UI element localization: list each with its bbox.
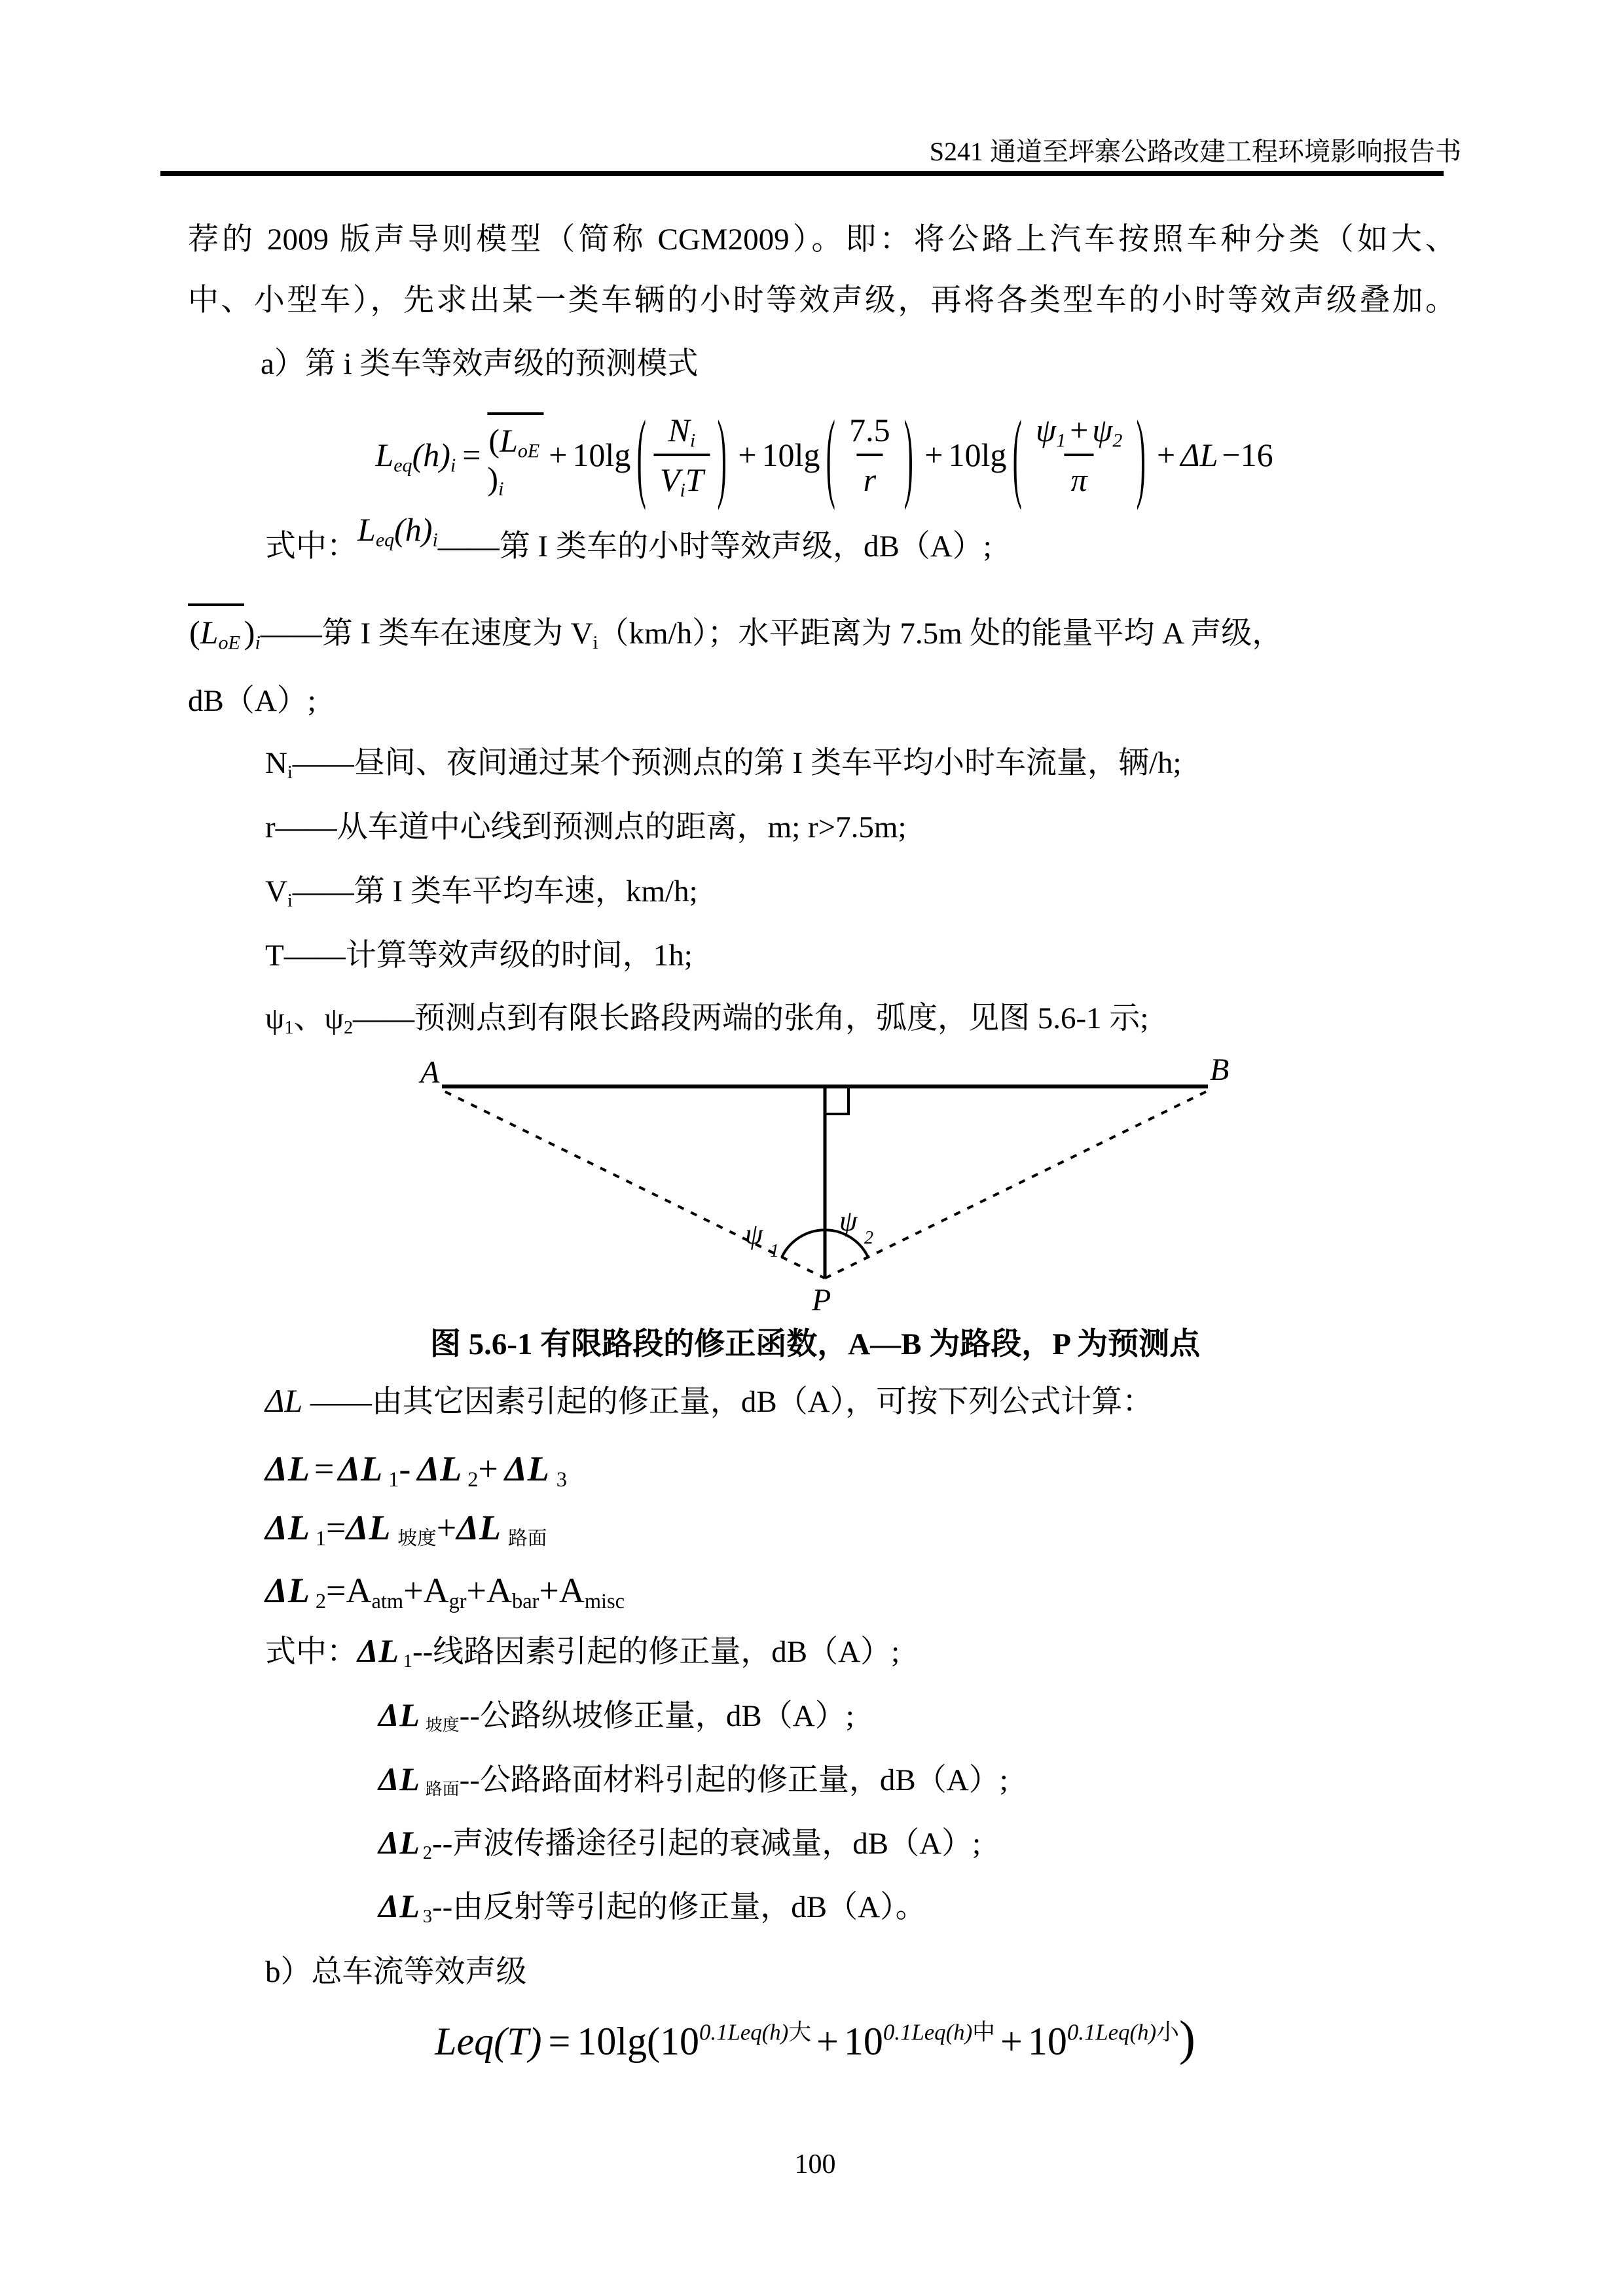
label-psi1-sub: 1 bbox=[770, 1241, 779, 1261]
where2-row-1: 式中：ΔL $_1$--线路因素引起的修正量，dB（A）; bbox=[265, 1632, 900, 1672]
where1-dash: —— bbox=[437, 529, 500, 564]
loe-definition-line bbox=[188, 603, 1283, 652]
label-a: A bbox=[420, 1055, 440, 1090]
def-vi-text: 第 I 类车平均车速，km/h; bbox=[354, 874, 698, 908]
equation-leq-i bbox=[375, 401, 1273, 509]
def-row-psi: $\psi_1$、$\psi_2——$预测点到有限长路段两端的张角，弧度，见图 5.6-1 示; bbox=[265, 1001, 1149, 1038]
def-row-vi: $V_i——$第 I 类车平均车速，km/h; bbox=[265, 874, 698, 911]
eq1-plus1: + bbox=[549, 437, 568, 473]
eq1-plus2: + bbox=[738, 437, 757, 473]
where1-prefix: 式中： bbox=[265, 529, 357, 564]
where1-formula: $L_{eq}(h)_i$ bbox=[357, 511, 438, 551]
eq5-10lg: 10lg( bbox=[577, 2020, 660, 2063]
loe-continuation: dB（A）; bbox=[188, 684, 316, 718]
figure-5-6-1 bbox=[406, 1046, 1257, 1321]
def-row-t: T——计算等效声级的时间，1h; bbox=[265, 939, 693, 973]
eq1-delta-l: ΔL bbox=[1180, 437, 1218, 473]
where2-row-5: ΔL $_3$--由反射等引起的修正量，dB（A）。 bbox=[378, 1888, 926, 1927]
eq1-open-paren-2: ( bbox=[826, 399, 835, 511]
eq1-10lg-1: 10lg bbox=[572, 437, 631, 473]
equation-delta-l1: ΔL $_1$=ΔL $_{坡度}$+ΔL $_{路面}$ bbox=[265, 1508, 547, 1551]
eq5-exp-medium: 0.1Leq(h)中 bbox=[883, 2019, 995, 2045]
delta-l-symbol: ΔL bbox=[265, 1382, 303, 1419]
where2-row-2: ΔL $_{坡度}$--公路纵坡修正量，dB（A）; bbox=[378, 1696, 854, 1735]
eq1-10lg-3: 10lg bbox=[948, 437, 1007, 473]
eq1-close-paren-3: ) bbox=[1136, 399, 1146, 511]
eq1-equals: = bbox=[462, 437, 481, 473]
loe-text-2: （km/h）；水平距离为 7.5m 处的能量平均 A 声级， bbox=[598, 617, 1283, 651]
def-psi1-symbol: ψ bbox=[265, 1001, 285, 1035]
loe-text-1: 第 I 类车在速度为 V bbox=[321, 617, 593, 651]
def-t-symbol: T bbox=[265, 939, 284, 973]
section-a-heading: a）第 i 类车等效声级的预测模式 bbox=[261, 347, 699, 381]
label-b: B bbox=[1210, 1052, 1230, 1087]
where2-row-3: ΔL $_{路面}$--公路路面材料引起的修正量，dB（A）; bbox=[378, 1761, 1008, 1799]
eq1-loe-term: $(L_{oE})_i$ bbox=[487, 412, 543, 497]
where1-text: 第 I 类车的小时等效声级，dB（A）; bbox=[499, 529, 992, 564]
label-psi2: ψ bbox=[839, 1205, 858, 1237]
delta-l-text: 由其它因素引起的修正量，dB（A），可按下列公式计算： bbox=[371, 1385, 1154, 1419]
figure-caption: 图 5.6-1 有限路段的修正函数，A—B 为路段，P 为预测点 bbox=[429, 1327, 1201, 1361]
def-row-r: r——从车道中心线到预测点的距离，m; r>7.5m; bbox=[265, 810, 907, 844]
eq1-close-paren-1: ) bbox=[717, 399, 727, 511]
eq1-frac-traffic: $\frac{N_i}{V_iT}$ bbox=[653, 411, 710, 499]
intro-line-2: 中、小型车），先求出某一类车辆的小时等效声级，再将各类型车的小时等效声级叠加。 bbox=[188, 283, 1456, 317]
label-psi1: ψ bbox=[745, 1218, 763, 1250]
def-psi2-symbol: 、ψ bbox=[293, 1001, 344, 1035]
def-ni-symbol: N bbox=[265, 746, 287, 780]
label-p: P bbox=[812, 1283, 831, 1318]
loe-vi-sub: i bbox=[593, 632, 598, 653]
equation-delta-l-sum: ΔL = ΔL $_1$- ΔL $_2$+ ΔL $_3$ bbox=[265, 1449, 567, 1492]
right-angle-mark bbox=[825, 1086, 848, 1114]
loe-dash: —— bbox=[260, 617, 322, 651]
header-rule bbox=[160, 171, 1444, 176]
page-header-title: S241 通道至坪寨公路改建工程环境影响报告书 bbox=[929, 137, 1461, 166]
label-psi2-sub: 2 bbox=[864, 1228, 873, 1248]
def-ni-text: 昼间、夜间通过某个预测点的第 I 类车平均小时车流量，辆/h; bbox=[354, 746, 1182, 780]
eq5-exp-small: 0.1Leq(h)小 bbox=[1067, 2019, 1179, 2045]
def-psi-text: 预测点到有限长路段两端的张角，弧度，见图 5.6-1 示; bbox=[414, 1001, 1149, 1035]
eq1-minus-16: −16 bbox=[1222, 437, 1273, 473]
eq1-plus4: + bbox=[1157, 437, 1176, 473]
eq1-close-paren-2: ) bbox=[903, 399, 914, 511]
eq1-frac-angle: $\frac{\psi_1 + \psi_2}{\pi}$ bbox=[1036, 412, 1123, 498]
section-b-heading: b）总车流等效声级 bbox=[265, 1955, 527, 1989]
dashed-line-a-p bbox=[445, 1092, 825, 1278]
intro-line-1: 荐的 2009 版声导则模型（简称 CGM2009）。即：将公路上汽车按照车种分类（如大、 bbox=[188, 223, 1456, 257]
where2-row-4: ΔL $_2$--声波传播途径引起的衰减量，dB（A）; bbox=[378, 1824, 981, 1863]
where2-prefix: 式中： bbox=[265, 1635, 357, 1669]
eq5-lhs: Leq bbox=[435, 2020, 494, 2063]
def-r-text: 从车道中心线到预测点的距离，m; r>7.5m; bbox=[337, 810, 907, 844]
eq1-lhs: $L_{eq}(h)_i$ bbox=[375, 437, 456, 476]
equation-delta-l2: ΔL $_2=A_{atm}+A_{gr}+A_{bar}+A_{misc}$ bbox=[265, 1571, 625, 1614]
def-r-symbol: r bbox=[265, 810, 276, 844]
eq1-plus3: + bbox=[924, 437, 943, 473]
equation-leq-total: $Leq(T) = 10\lg(10^{0.1Leq(h)大} + 10^{0.1Leq(h)中} + 10^{0.1Leq(h)小})$ bbox=[435, 2011, 1195, 2066]
eq5-exp-large: 0.1Leq(h)大 bbox=[699, 2019, 812, 2045]
eq1-open-paren-1: ( bbox=[636, 399, 646, 511]
def-vi-symbol: V bbox=[265, 874, 287, 908]
eq1-frac-distance: $\frac{7.5}{r}$ bbox=[849, 412, 890, 498]
dashed-line-b-p bbox=[825, 1092, 1206, 1278]
eq1-10lg-2: 10lg bbox=[761, 437, 820, 473]
delta-l-intro: ΔL ——由其它因素引起的修正量，dB（A），可按下列公式计算： bbox=[265, 1382, 1154, 1419]
def-t-text: 计算等效声级的时间，1h; bbox=[345, 939, 693, 973]
loe-symbol: ($L_{oE}$ )$_i$ bbox=[188, 614, 261, 651]
page-number: 100 bbox=[794, 2149, 836, 2179]
where-line-1 bbox=[265, 511, 992, 565]
eq1-open-paren-3: ( bbox=[1012, 399, 1022, 511]
def-row-ni: $N_i——$昼间、夜间通过某个预测点的第 I 类车平均小时车流量，辆/h; bbox=[265, 746, 1182, 783]
